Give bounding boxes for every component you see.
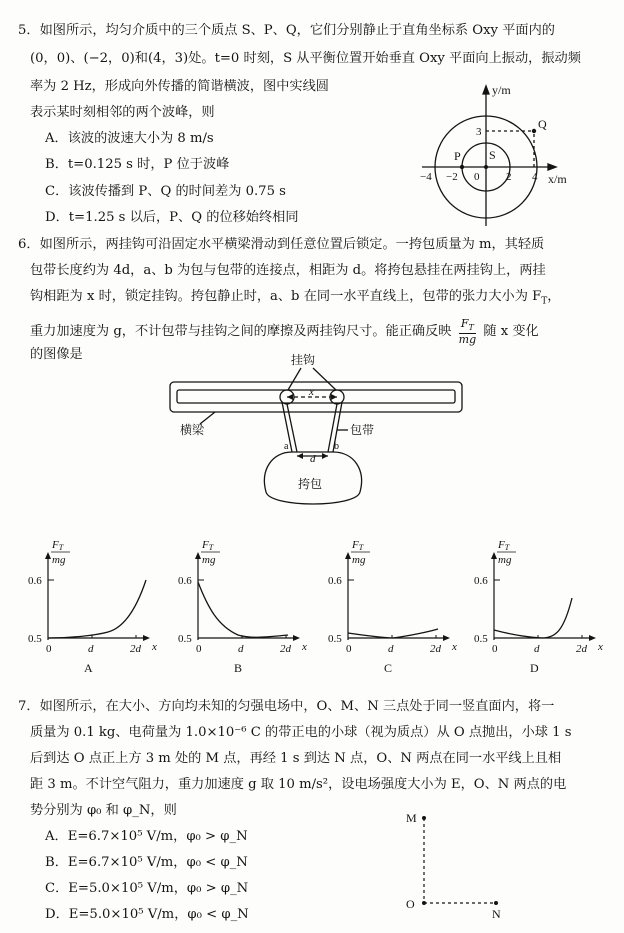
q6-d-label: d <box>310 453 316 465</box>
q6-graph-b <box>168 538 308 673</box>
graph-name: C <box>384 661 393 675</box>
q5-wave-figure <box>410 80 570 230</box>
q5-tick-3: 3 <box>476 126 482 138</box>
tick-label-0-6: 0.6 <box>474 575 488 587</box>
q7-o-label: O <box>406 897 415 911</box>
q6-a-label: a <box>284 441 289 452</box>
q5-x-label: x/m <box>548 172 567 186</box>
ylabel-den: mg <box>52 554 66 566</box>
y-arrow <box>45 552 51 559</box>
tick-label-2d: 2d <box>576 643 587 655</box>
tick-label-0-5: 0.5 <box>328 633 342 645</box>
q6-x-label: x <box>309 386 314 398</box>
tick-label-0: 0 <box>492 643 498 655</box>
q7-field-figure <box>400 808 510 928</box>
q5-point-s <box>484 165 488 169</box>
q5-y-label: y/m <box>492 83 511 97</box>
tick-label-d: d <box>88 643 94 655</box>
curve <box>198 582 288 637</box>
q5-x-arrow <box>548 164 556 170</box>
ylabel-den: mg <box>352 554 366 566</box>
q5-option-c: C．该波传播到 P、Q 的时间差为 0.75 s <box>45 184 286 199</box>
x-label: x <box>302 641 307 653</box>
tick-label-d: d <box>238 643 244 655</box>
x-arrow <box>589 635 596 641</box>
tick-label-0: 0 <box>346 643 352 655</box>
ylabel-den: mg <box>202 554 216 566</box>
q6-graph-a <box>18 538 158 673</box>
q7-option-b: B．E=6.7×10⁵ V/m，φ₀ < φ_N <box>45 855 248 870</box>
tick-label-0-5: 0.5 <box>28 633 42 645</box>
q5-line-2: (0，0)、(−2，0)和(4，3)处。t=0 时刻，S 从平衡位置开始垂直 Oxy 平面向上振动，振动频 <box>30 51 581 66</box>
q5-y-arrow <box>483 86 489 94</box>
q5-option-d: D．t=1.25 s 以后，P、Q 的位移始终相同 <box>45 210 299 225</box>
tick-label-0: 0 <box>46 643 52 655</box>
q6-b-label: b <box>334 441 339 452</box>
tick-label-d: d <box>534 643 540 655</box>
q5-point-p <box>460 165 464 169</box>
x-label: x <box>598 641 603 653</box>
x-arrow <box>443 635 450 641</box>
q5-point-q <box>532 129 536 133</box>
q7-line-1: 7．如图所示，在大小、方向均未知的匀强电场中，O、M、N 三点处于同一竖直面内，将一 <box>18 699 555 714</box>
tick-label-0-6: 0.6 <box>328 575 342 587</box>
ylabel-num: FT <box>52 539 64 552</box>
curve <box>48 580 146 638</box>
tick-label-2d: 2d <box>430 643 441 655</box>
ylabel-den: mg <box>498 554 512 566</box>
q7-line-3: 后到达 O 点正上方 3 m 处的 M 点，再经 1 s 到达 N 点，O、N 两点在同一水平线上且相 <box>30 751 562 766</box>
q5-line-4: 表示某时刻相邻的两个波峰，则 <box>30 105 215 120</box>
q5-s-label: S <box>489 148 496 162</box>
q6-graph-c <box>318 538 458 673</box>
curve <box>348 629 438 638</box>
x-label: x <box>152 641 157 653</box>
graph-name: D <box>530 661 539 675</box>
q5-tick-m2: −2 <box>446 171 458 183</box>
q7-point-n <box>494 901 498 905</box>
q7-line-5: 势分别为 φ₀ 和 φ_N，则 <box>30 803 177 818</box>
y-arrow <box>195 552 201 559</box>
q7-option-a: A．E=6.7×10⁵ V/m，φ₀ > φ_N <box>45 829 248 844</box>
graph-name: A <box>84 661 93 675</box>
q6-strap-label: 包带 <box>350 423 375 437</box>
q5-option-b: B．t=0.125 s 时，P 位于波峰 <box>45 157 230 172</box>
y-arrow <box>491 552 497 559</box>
q7-line-4: 距 3 m。不计空气阻力，重力加速度 g 取 10 m/s²，设电场强度大小为 E，O、N 两点的电 <box>30 777 567 792</box>
curve <box>494 598 572 638</box>
ylabel-num: FT <box>352 539 364 552</box>
q5-option-a: A．该波的波速大小为 8 m/s <box>45 131 214 146</box>
q6-hook-label: 挂钩 <box>291 353 316 367</box>
x-label: x <box>452 641 457 653</box>
q6-beam-label: 横梁 <box>180 423 205 437</box>
ylabel-num: FT <box>202 539 214 552</box>
ylabel-num: FT <box>498 539 510 552</box>
q7-option-d: D．E=5.0×10⁵ V/m，φ₀ < φ_N <box>45 907 249 922</box>
q6-fraction: $\frac{F_T}{mg}$ <box>458 317 477 347</box>
q5-tick-m4: −4 <box>420 171 432 183</box>
q6-bag-label: 挎包 <box>298 477 323 491</box>
tick-label-0-5: 0.5 <box>178 633 192 645</box>
q6-line-2: 包带长度约为 4d，a、b 为包与包带的连接点，相距为 d。将挎包悬挂在两挂钩上，两挂 <box>30 263 546 278</box>
q5-p-label: P <box>454 149 461 163</box>
y-arrow <box>345 552 351 559</box>
x-arrow <box>293 635 300 641</box>
q5-line-3: 率为 2 Hz，形成向外传播的简谐横波，图中实线圆 <box>30 79 329 94</box>
tick-label-d: d <box>388 643 394 655</box>
tick-label-0: 0 <box>196 643 202 655</box>
tick-label-0-5: 0.5 <box>474 633 488 645</box>
q6-strap-left <box>287 404 297 452</box>
tick-label-2d: 2d <box>280 643 291 655</box>
q7-point-o <box>422 901 426 905</box>
q5-origin-label: 0 <box>474 171 480 183</box>
q6-line-5: 的图像是 <box>30 347 83 362</box>
q6-graph-d <box>464 538 604 673</box>
q7-point-m <box>422 816 426 820</box>
q6-line-4: 重力加速度为 g，不计包带与挂钩之间的摩擦及两挂钩尺寸。能正确反映 $\frac{F_T}{mg}$ 随 x 变化 <box>30 317 539 347</box>
q7-m-label: M <box>406 811 417 825</box>
q7-option-c: C．E=5.0×10⁵ V/m，φ₀ > φ_N <box>45 881 249 896</box>
q5-tick-4: 4 <box>532 171 538 183</box>
x-arrow <box>143 635 150 641</box>
q5-tick-2: 2 <box>506 171 512 183</box>
q7-line-2: 质量为 0.1 kg、电荷量为 1.0×10⁻⁶ C 的带正电的小球（视为质点）从 O 点抛出，小球 1 s <box>30 725 572 740</box>
tick-label-0-6: 0.6 <box>28 575 42 587</box>
q6-line-1: 6．如图所示，两挂钩可沿固定水平横梁滑动到任意位置后锁定。一挎包质量为 m，其轻质 <box>18 237 545 252</box>
q5-q-label: Q <box>538 117 547 131</box>
tick-label-2d: 2d <box>130 643 141 655</box>
graph-name: B <box>234 661 243 675</box>
tick-label-0-6: 0.6 <box>178 575 192 587</box>
q7-n-label: N <box>492 907 501 921</box>
q6-bag-figure <box>160 352 470 512</box>
q5-line-1: 5．如图所示，均匀介质中的三个质点 S、P、Q，它们分别静止于直角坐标系 Oxy 平面内的 <box>18 23 555 38</box>
q6-line-3: 钩相距为 x 时，锁定挂钩。挎包静止时，a、b 在同一水平直线上，包带的张力大小为 $F_T$， <box>30 289 561 307</box>
